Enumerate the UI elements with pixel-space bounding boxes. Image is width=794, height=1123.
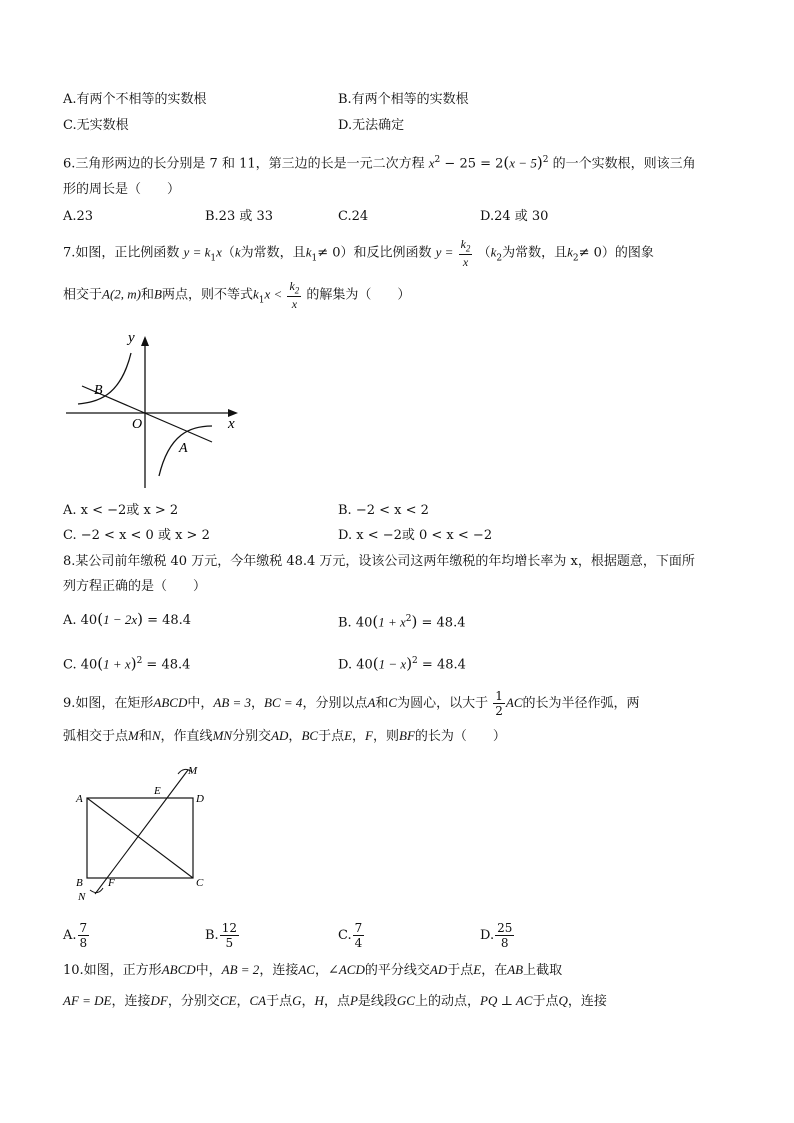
fig-label-d: D [196, 793, 204, 805]
q9-rectangle-figure [70, 762, 220, 907]
fig-label-a: A [76, 793, 83, 805]
q8-option-c: C. $40(1 + x)^2 = 48.4$ [63, 654, 191, 673]
fig-label-x: x [228, 416, 235, 432]
q5-option-d: D.无法确定 [338, 118, 405, 133]
q7-stem-line1: 7.如图，正比例函数 $y = k_1x(k$为常数，且$k_1\ne 0$）和反比例函数 y = $\frac{k_2}{x}$ （$k_2$为常数，且$k_2\ne 0$）的图象 [63, 237, 654, 270]
q5-option-c: C.无实数根 [63, 118, 129, 133]
q6-option-c: C.24 [338, 209, 369, 224]
fig-label-c: C [196, 877, 204, 889]
q9-option-a: A. $\frac{7}{8}$ [63, 921, 88, 950]
q9-stem-line2: 弧相交于点M和N，作直线MN分别交AD，BC于点E，F，则BF的长为（ ） [63, 728, 506, 744]
q9-stem-line1: 9.如图，在矩形ABCD中，AB = 3，BC = 4，分别以点A和C为圆心，以大于 $\frac{1}{2}$ AC的长为半径作弧，两 [63, 689, 640, 718]
q7-option-d: D. x < −2或 0 < x < −2 [338, 528, 493, 543]
fig-label-y: y [128, 330, 135, 346]
q7-stem-line2: 相交于A(2, m)和B两点，则不等式$k_1x$ < $\frac{k_2}{x}$ 的解集为（ ） [63, 279, 411, 312]
q7-hyperbola-figure [62, 326, 252, 496]
q6-stem-line2: 形的周长是（ ） [63, 182, 181, 197]
q6-option-d: D.24 或 30 [480, 209, 549, 224]
q7-option-b: B. −2 < x < 2 [338, 503, 429, 518]
fig-label-a: A [179, 441, 188, 456]
fig-label-n: N [78, 891, 86, 903]
fig-label-m: M [188, 765, 198, 777]
q9-option-c: C. $\frac{7}{4}$ [338, 921, 363, 950]
q9-option-d: D. $\frac{25}{8}$ [480, 921, 513, 950]
q8-option-d: D. $40(1 - x)^2 = 48.4$ [338, 654, 466, 673]
q10-stem-line2: AF = DE，连接DF，分别交CE，CA于点G，H，点P是线段GC上的动点，PQ ⊥ AC于点Q，连接 [63, 993, 607, 1009]
q6-option-a: A.23 [63, 209, 94, 224]
q8-option-b: B. $40(1 + x^2) = 48.4$ [338, 612, 466, 631]
diagonal-ac [87, 798, 193, 878]
q9-option-b: B. $\frac{12}{5}$ [205, 921, 237, 950]
q7-option-a: A. x < −2或 x > 2 [63, 503, 179, 518]
fig-label-e: E [154, 785, 161, 797]
q8-stem-line2: 列方程正确的是（ ） [63, 579, 207, 594]
q6-option-b: B.23 或 33 [205, 209, 274, 224]
q10-stem-line1: 10.如图，正方形ABCD中，AB = 2，连接AC，∠ACD的平分线交AD于点E，在AB上截取 [63, 962, 563, 978]
fig-label-f: F [108, 877, 115, 889]
fig-label-b: B [94, 383, 103, 398]
fig-label-b: B [76, 877, 83, 889]
q6-stem-line1: 6.三角形两边的长分别是 7 和 11，第三边的长是一元二次方程 $x^2 - 25 = 2(x - 5)^2$ 的一个实数根，则该三角 [63, 153, 696, 172]
q5-option-a: A.有两个不相等的实数根 [63, 92, 207, 107]
hyperbola-branch-b [78, 353, 131, 404]
fig-label-origin: O [132, 417, 143, 432]
q8-stem-line1: 8.某公司前年缴税 40 万元，今年缴税 48.4 万元，设该公司这两年缴税的年均增长率为 x，根据题意，下面所 [63, 554, 695, 569]
q7-option-c: C. −2 < x < 0 或 x > 2 [63, 528, 210, 543]
q5-option-b: B.有两个相等的实数根 [338, 92, 469, 107]
q8-option-a: A. 40(1 − 2x) = 48.4 [63, 610, 192, 628]
line-mn [95, 770, 188, 894]
y-axis-arrow-icon [141, 336, 149, 346]
